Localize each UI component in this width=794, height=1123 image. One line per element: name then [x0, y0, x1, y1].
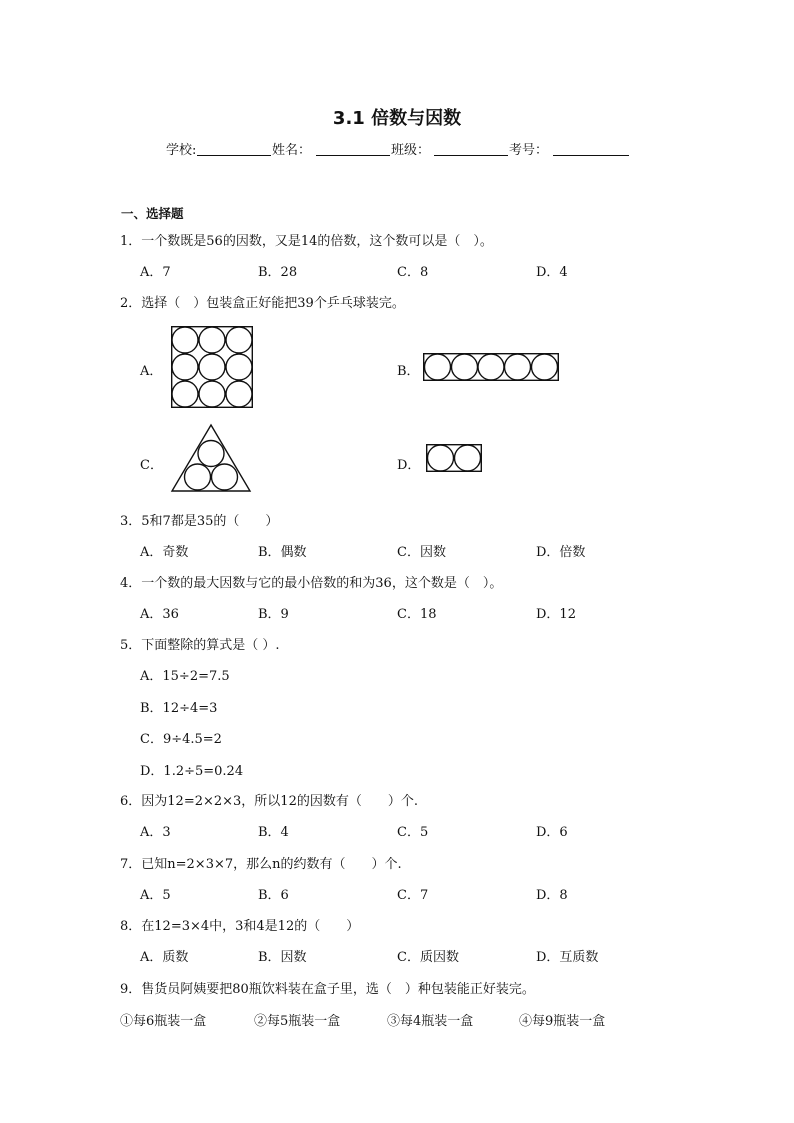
option-2a[interactable]: A．	[140, 364, 163, 379]
option-6d[interactable]: D．6	[536, 825, 568, 840]
option-6b[interactable]: B．4	[258, 825, 289, 840]
option-1b[interactable]: B．28	[258, 265, 298, 280]
option-4b[interactable]: B．9	[258, 607, 289, 622]
school-label: 学校:	[166, 143, 197, 158]
option-1d[interactable]: D．4	[536, 265, 568, 280]
option-4c[interactable]: C．18	[397, 607, 437, 622]
option-6a[interactable]: A．3	[140, 825, 171, 840]
option-5c[interactable]: C．9÷4.5=2	[140, 732, 222, 747]
number-label: 考号：	[509, 143, 549, 158]
option-7a[interactable]: A．5	[140, 888, 171, 903]
question-4: 4．一个数的最大因数与它的最小倍数的和为36，这个数是（ ）。	[120, 576, 503, 591]
page-title: 3.1 倍数与因数	[332, 108, 462, 129]
option-2d[interactable]: D．	[397, 458, 421, 473]
option-4a[interactable]: A．36	[140, 607, 179, 622]
option-9-3[interactable]: ③每4瓶装一盒	[387, 1014, 474, 1029]
option-8d[interactable]: D．互质数	[536, 950, 599, 965]
option-7d[interactable]: D．8	[536, 888, 568, 903]
option-2b[interactable]: B．	[397, 364, 420, 379]
option-9-1[interactable]: ①每6瓶装一盒	[120, 1014, 207, 1029]
option-1a[interactable]: A．7	[140, 265, 171, 280]
option-7b[interactable]: B．6	[258, 888, 289, 903]
option-5b[interactable]: B．12÷4=3	[140, 701, 218, 716]
option-7c[interactable]: C．7	[397, 888, 429, 903]
class-blank[interactable]	[434, 155, 508, 156]
question-3: 3．5和7都是35的（ ）	[120, 514, 279, 529]
option-3a[interactable]: A．奇数	[140, 545, 189, 560]
option-5a[interactable]: A．15÷2=7.5	[140, 669, 230, 684]
question-1: 1．一个数既是56的因数，又是14的倍数，这个数可以是（ ）。	[120, 234, 493, 249]
box-a-figure[interactable]	[171, 326, 253, 408]
section-heading: 一、选择题	[121, 206, 184, 221]
number-blank[interactable]	[553, 155, 629, 156]
option-9-2[interactable]: ②每5瓶装一盒	[254, 1014, 341, 1029]
question-2: 2．选择（ ）包装盒正好能把39个乒乓球装完。	[120, 296, 405, 311]
question-7: 7．已知n=2×3×7，那么n的约数有（ ）个.	[120, 857, 402, 872]
option-3c[interactable]: C．因数	[397, 545, 446, 560]
option-8b[interactable]: B．因数	[258, 950, 307, 965]
option-8c[interactable]: C．质因数	[397, 950, 459, 965]
name-label: 姓名：	[272, 143, 312, 158]
box-d-figure[interactable]	[426, 444, 482, 472]
name-blank[interactable]	[316, 155, 390, 156]
option-3d[interactable]: D．倍数	[536, 545, 586, 560]
question-5: 5．下面整除的算式是（ ）.	[120, 638, 280, 653]
box-b-figure[interactable]	[423, 353, 559, 381]
class-label: 班级：	[391, 143, 431, 158]
option-4d[interactable]: D．12	[536, 607, 576, 622]
option-9-4[interactable]: ④每9瓶装一盒	[519, 1014, 606, 1029]
option-8a[interactable]: A．质数	[140, 950, 189, 965]
question-6: 6．因为12=2×2×3，所以12的因数有（ ）个.	[120, 794, 418, 809]
option-3b[interactable]: B．偶数	[258, 545, 307, 560]
option-2c[interactable]: C．	[140, 458, 163, 473]
box-c-figure[interactable]	[171, 424, 251, 492]
option-6c[interactable]: C．5	[397, 825, 429, 840]
option-1c[interactable]: C．8	[397, 265, 429, 280]
question-8: 8．在12=3×4中，3和4是12的（ ）	[120, 919, 360, 934]
question-9: 9．售货员阿姨要把80瓶饮料装在盒子里，选（ ）种包装能正好装完。	[120, 982, 535, 997]
school-blank[interactable]	[197, 155, 271, 156]
option-5d[interactable]: D．1.2÷5=0.24	[140, 764, 244, 779]
